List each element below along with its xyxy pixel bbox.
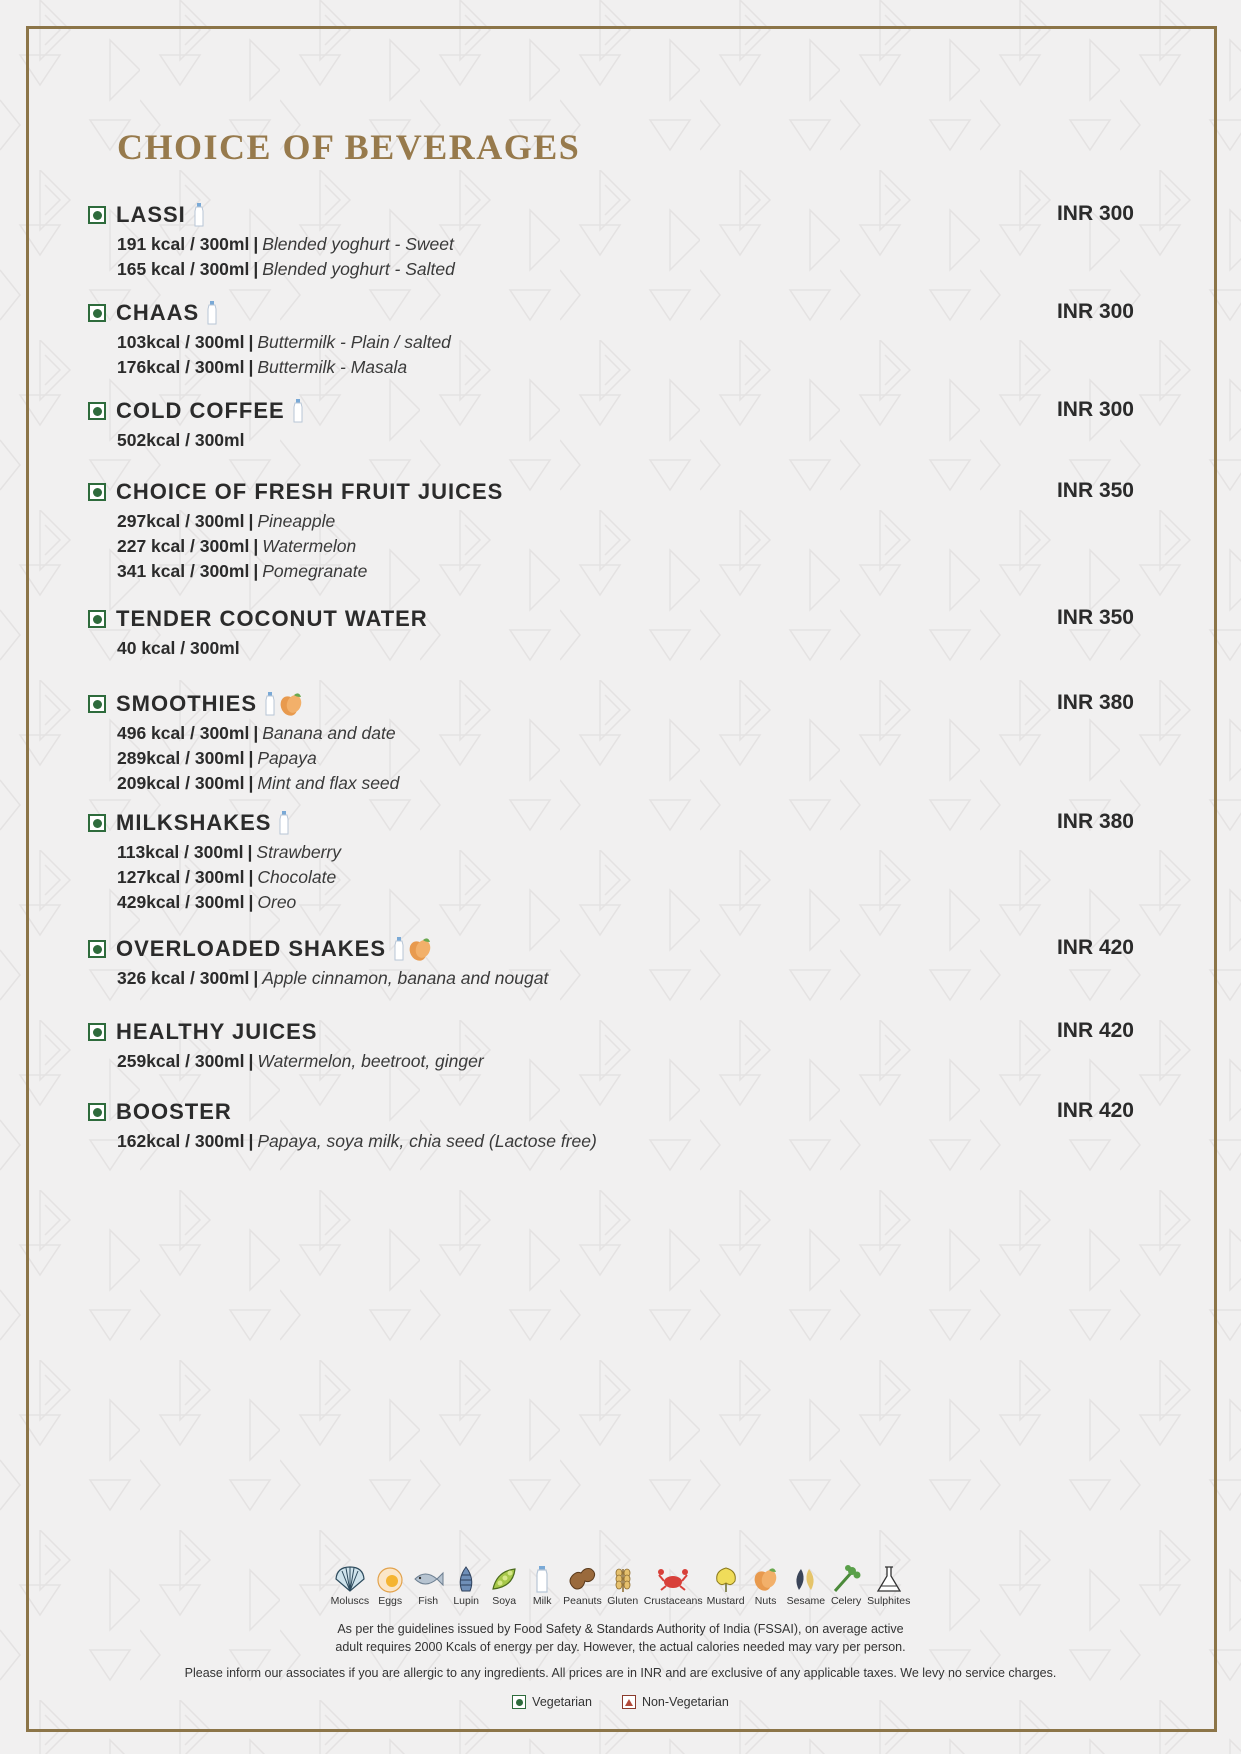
- menu-item: [88, 689, 1134, 796]
- milk-icon: [265, 692, 275, 716]
- menu-title: CHOICE OF BEVERAGES: [117, 127, 581, 167]
- menu-item: [88, 1017, 1134, 1074]
- menu-item-variant: [117, 721, 1134, 746]
- vegetarian-key: [512, 1695, 592, 1709]
- menu-item-name: OVERLOADED SHAKES: [116, 936, 387, 961]
- crab-icon: [656, 1565, 690, 1593]
- allergen-label: Gluten: [607, 1595, 639, 1607]
- allergen-legend-item: [749, 1565, 783, 1607]
- menu-item-header: [88, 298, 1134, 328]
- calorie-info: 127kcal / 300ml: [117, 867, 245, 887]
- menu-item-price: INR 300: [1056, 398, 1134, 421]
- nonveg-symbol-icon: [622, 1695, 636, 1709]
- menu-item: [88, 934, 1134, 991]
- allergen-legend-item: [707, 1565, 745, 1607]
- calorie-info: 40 kcal / 300ml: [117, 638, 240, 658]
- menu-item-price: INR 350: [1056, 479, 1134, 502]
- menu-item-header: [88, 1097, 1134, 1127]
- calorie-info: 289kcal / 300ml: [117, 748, 245, 768]
- menu-item-header: [88, 808, 1134, 838]
- allergen-legend-item: [829, 1565, 863, 1607]
- variant-description: Watermelon, beetroot, ginger: [257, 1051, 484, 1071]
- menu-item-variant: [117, 232, 1134, 257]
- separator: |: [248, 748, 254, 768]
- wheat-icon: [606, 1565, 640, 1593]
- menu-item-name: BOOSTER: [116, 1099, 232, 1124]
- menu-item: [88, 200, 1134, 282]
- calorie-info: 176kcal / 300ml: [117, 357, 245, 377]
- allergen-label: Nuts: [754, 1595, 777, 1607]
- allergen-legend-item: [373, 1565, 407, 1607]
- allergen-label: Mustard: [706, 1595, 745, 1607]
- menu-item-name: SMOOTHIES: [116, 691, 258, 716]
- allergen-legend-item: [644, 1565, 703, 1607]
- menu-item: [88, 604, 1134, 661]
- separator: |: [253, 536, 259, 556]
- flask-icon: [872, 1565, 906, 1593]
- allergen-label: Eggs: [378, 1595, 403, 1607]
- variant-description: Pomegranate: [262, 561, 368, 581]
- allergen-label: Fish: [418, 1595, 439, 1607]
- menu-item-price: INR 380: [1056, 691, 1134, 714]
- menu-item-variant: [117, 746, 1134, 771]
- variant-description: Banana and date: [262, 723, 396, 743]
- veg-symbol-icon: [88, 304, 106, 322]
- menu-item-name: TENDER COCONUT WATER: [116, 606, 428, 631]
- separator: |: [248, 511, 254, 531]
- menu-item-variant: [117, 559, 1134, 584]
- variant-description: Blended yoghurt - Sweet: [262, 234, 454, 254]
- calorie-info: 165 kcal / 300ml: [117, 259, 250, 279]
- non-vegetarian-key: [622, 1695, 729, 1709]
- menu-item-name: LASSI: [116, 202, 186, 227]
- separator: |: [248, 357, 254, 377]
- egg-icon: [373, 1565, 407, 1593]
- allergen-label: Milk: [532, 1595, 552, 1607]
- menu-item-variant: [117, 257, 1134, 282]
- calorie-info: 341 kcal / 300ml: [117, 561, 250, 581]
- menu-item-header: [88, 689, 1134, 719]
- allergen-label: Crustaceans: [643, 1595, 703, 1607]
- menu-item: [88, 808, 1134, 915]
- allergen-legend-item: [867, 1565, 910, 1607]
- calorie-info: 209kcal / 300ml: [117, 773, 245, 793]
- variant-description: Strawberry: [256, 842, 342, 862]
- calorie-info: 113kcal / 300ml: [117, 842, 244, 862]
- allergen-label: Celery: [830, 1595, 862, 1607]
- calorie-info: 162kcal / 300ml: [117, 1131, 245, 1151]
- separator: |: [248, 867, 254, 887]
- separator: |: [253, 723, 259, 743]
- menu-item-price: INR 350: [1056, 606, 1134, 629]
- allergen-label: Moluscs: [330, 1595, 370, 1607]
- menu-item-variant: [117, 771, 1134, 796]
- menu-item-variant: [117, 428, 1134, 453]
- menu-item-price: INR 420: [1056, 1019, 1134, 1042]
- variant-description: Blended yoghurt - Salted: [262, 259, 455, 279]
- calorie-info: 103kcal / 300ml: [117, 332, 245, 352]
- lupin-icon: [449, 1565, 483, 1593]
- separator: |: [248, 332, 254, 352]
- menu-item-name: CHAAS: [116, 300, 200, 325]
- menu-item-variant: [117, 1049, 1134, 1074]
- separator: |: [253, 968, 259, 988]
- allergy-note: Please inform our associates if you are allergic to any ingredients. All prices are in INR and are exclusive of any applicable taxes. We levy no service charges.: [184, 1666, 1057, 1680]
- menu-item-price: INR 420: [1056, 936, 1134, 959]
- menu-item-name: COLD COFFEE: [116, 398, 285, 423]
- menu-item-header: [88, 477, 1134, 507]
- milk-icon: [525, 1565, 559, 1593]
- allergen-label: Sulphites: [867, 1595, 911, 1607]
- separator: |: [248, 1131, 254, 1151]
- variant-description: Papaya: [257, 748, 317, 768]
- calorie-info: 502kcal / 300ml: [117, 430, 245, 450]
- allergen-legend-item: [487, 1565, 521, 1607]
- menu-item-variant: [117, 966, 1134, 991]
- menu-item: [88, 477, 1134, 584]
- veg-symbol-icon: [512, 1695, 526, 1709]
- veg-symbol-icon: [88, 695, 106, 713]
- milk-icon: [194, 203, 204, 227]
- peanut-icon: [565, 1565, 599, 1593]
- menu-item-variant: [117, 534, 1134, 559]
- veg-symbol-icon: [88, 610, 106, 628]
- calorie-info: 326 kcal / 300ml: [117, 968, 250, 988]
- sesame-icon: [789, 1565, 823, 1593]
- veg-symbol-icon: [88, 206, 106, 224]
- allergen-legend-item: [525, 1565, 559, 1607]
- allergen-label: Soya: [492, 1595, 517, 1607]
- allergen-legend-item: [606, 1565, 640, 1607]
- calorie-info: 227 kcal / 300ml: [117, 536, 250, 556]
- allergen-label: Sesame: [786, 1595, 826, 1607]
- menu-item-variant: [117, 636, 1134, 661]
- veg-symbol-icon: [88, 940, 106, 958]
- non-vegetarian-label: Non-Vegetarian: [641, 1695, 729, 1709]
- allergen-legend-item: [331, 1565, 370, 1607]
- menu-item-name: MILKSHAKES: [116, 810, 272, 835]
- menu-item-variant: [117, 865, 1134, 890]
- diet-key: [0, 1695, 1241, 1709]
- nuts-icon: [279, 691, 303, 717]
- calorie-info: 496 kcal / 300ml: [117, 723, 250, 743]
- menu-item-price: INR 300: [1056, 202, 1134, 225]
- celery-icon: [829, 1565, 863, 1593]
- milk-icon: [394, 937, 404, 961]
- milk-icon: [207, 301, 217, 325]
- fish-icon: [411, 1565, 445, 1593]
- nuts-icon: [749, 1565, 783, 1593]
- veg-symbol-icon: [88, 1023, 106, 1041]
- separator: |: [248, 773, 254, 793]
- soya-icon: [487, 1565, 521, 1593]
- veg-symbol-icon: [88, 483, 106, 501]
- calorie-info: 429kcal / 300ml: [117, 892, 245, 912]
- menu-item-price: INR 380: [1056, 810, 1134, 833]
- variant-description: Apple cinnamon, banana and nougat: [262, 968, 549, 988]
- menu-item-name: CHOICE OF FRESH FRUIT JUICES: [116, 479, 504, 504]
- variant-description: Pineapple: [257, 511, 336, 531]
- separator: |: [247, 842, 253, 862]
- fssai-note-line-2: adult requires 2000 Kcals of energy per day. However, the actual calories needed may vary per person.: [335, 1640, 906, 1654]
- separator: |: [253, 561, 259, 581]
- menu-item-header: [88, 1017, 1134, 1047]
- fssai-note-line-1: As per the guidelines issued by Food Safety & Standards Authority of India (FSSAI), on average active: [337, 1622, 904, 1636]
- allergen-legend-item: [449, 1565, 483, 1607]
- menu-item-header: [88, 604, 1134, 634]
- separator: |: [253, 259, 259, 279]
- separator: |: [253, 234, 259, 254]
- menu-item-variant: [117, 355, 1134, 380]
- menu-item: [88, 298, 1134, 380]
- menu-item: [88, 396, 1134, 453]
- menu-item-name: HEALTHY JUICES: [116, 1019, 318, 1044]
- menu-item-header: [88, 200, 1134, 230]
- calorie-info: 191 kcal / 300ml: [117, 234, 250, 254]
- allergen-label: Lupin: [453, 1595, 480, 1607]
- allergen-legend-item: [563, 1565, 602, 1607]
- variant-description: Buttermilk - Masala: [257, 357, 408, 377]
- calorie-info: 259kcal / 300ml: [117, 1051, 245, 1071]
- menu-item: [88, 1097, 1134, 1154]
- allergen-legend-item: [411, 1565, 445, 1607]
- menu-item-price: INR 300: [1056, 300, 1134, 323]
- veg-symbol-icon: [88, 814, 106, 832]
- milk-icon: [279, 811, 289, 835]
- menu-item-price: INR 420: [1056, 1099, 1134, 1122]
- menu-item-variant: [117, 509, 1134, 534]
- veg-symbol-icon: [88, 1103, 106, 1121]
- menu-item-variant: [117, 890, 1134, 915]
- variant-description: Buttermilk - Plain / salted: [257, 332, 451, 352]
- shell-icon: [333, 1565, 367, 1593]
- vegetarian-label: Vegetarian: [532, 1695, 592, 1709]
- allergen-label: Peanuts: [563, 1595, 602, 1607]
- milk-icon: [293, 399, 303, 423]
- variant-description: Mint and flax seed: [257, 773, 400, 793]
- menu-item-variant: [117, 330, 1134, 355]
- variant-description: Papaya, soya milk, chia seed (Lactose free): [257, 1131, 597, 1151]
- variant-description: Oreo: [257, 892, 297, 912]
- menu-item-header: [88, 934, 1134, 964]
- allergen-legend: [0, 1565, 1241, 1607]
- allergen-legend-item: [787, 1565, 826, 1607]
- separator: |: [248, 1051, 254, 1071]
- menu-item-header: [88, 396, 1134, 426]
- nuts-icon: [408, 936, 432, 962]
- variant-description: Chocolate: [257, 867, 337, 887]
- mustard-icon: [709, 1565, 743, 1593]
- variant-description: Watermelon: [262, 536, 357, 556]
- menu-item-variant: [117, 840, 1134, 865]
- calorie-info: 297kcal / 300ml: [117, 511, 245, 531]
- menu-item-variant: [117, 1129, 1134, 1154]
- separator: |: [248, 892, 254, 912]
- veg-symbol-icon: [88, 402, 106, 420]
